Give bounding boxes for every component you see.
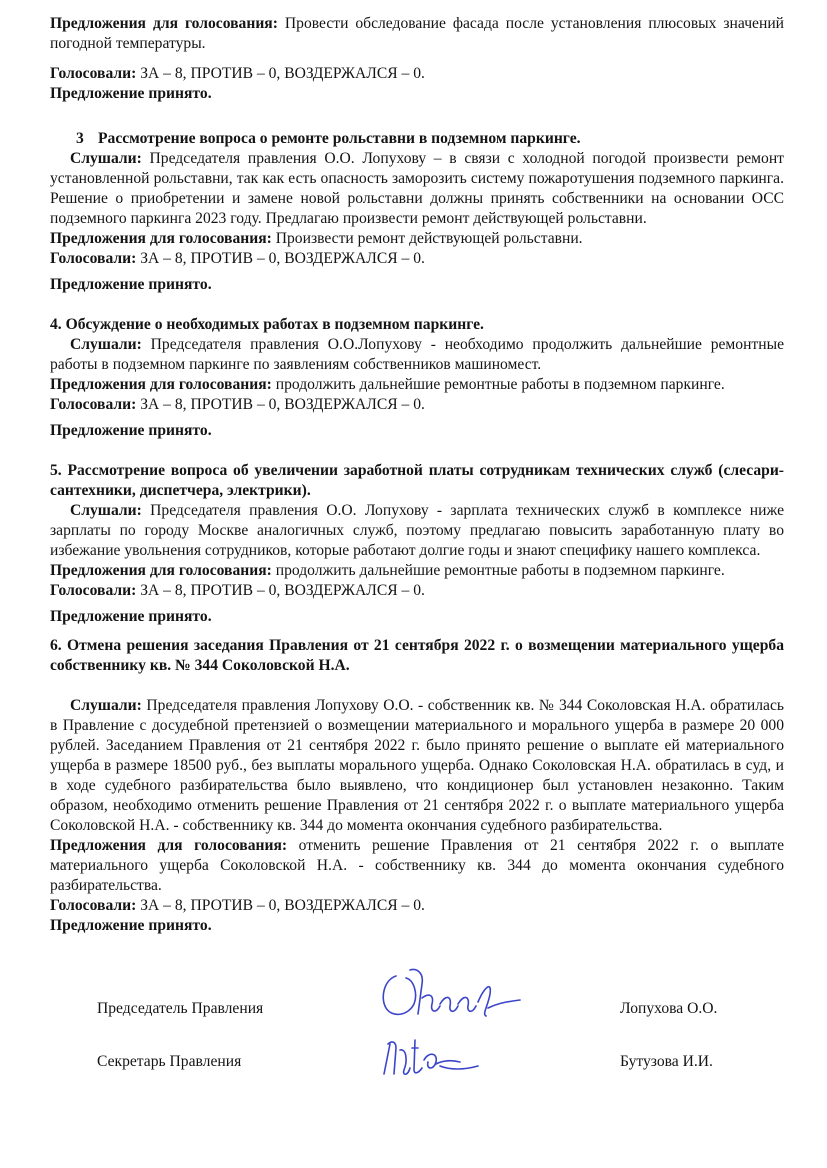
proposal-paragraph: Предложения для голосования: продолжить дальнейшие ремонтные работы в подземном паркинге. [50,376,725,393]
proposal-paragraph [50,14,784,54]
section-5-title: 5. Рассмотрение вопроса об увеличении заработной платы сотрудникам технических служб (слесари-сантехники, диспетчера, электрики). [50,462,784,499]
accepted-line: Предложение принято. [50,276,212,293]
proposal-label: Предложения для голосования: [50,15,278,32]
proposal-paragraph: Предложения для голосования: Произвести ремонт действующей рольставни. [50,230,583,247]
accepted-line: Предложение принято. [50,608,212,625]
section-4-title: 4. Обсуждение о необходимых работах в подземном паркинге. [50,316,484,333]
secretary-role: Секретарь Правления [97,1053,242,1070]
proposal-paragraph: Предложения для голосования: отменить решение Правления от 21 сентября 2022 г. о выплате материального ущерба Соколовской Н.А. - собственнику кв. 344 до момента окончания судебного разбирательства. [50,837,784,894]
section-3-title: 3 Рассмотрение вопроса о ремонте рольставни в подземном паркинге. [76,130,581,147]
proposal-text: Провести обследование фасада после установления плюсовых значений погодной температуры. [50,15,785,52]
accepted-line: Предложение принято. [50,85,212,102]
heard-paragraph: Слушали: Председателя правления О.О. Лопухову – в связи с холодной погодой произвести ремонт установленной рольставни, так как есть опасность заморозить систему пожаротушения подземного паркинга. Решение о приобретении и замене новой рольставни должны принять собственники на основании ОСС подземного паркинга 2023 году. Предлагаю произвести ремонт действующей рольставни. [50,150,784,227]
section-number: 3 [76,130,84,147]
votes-line [50,64,784,84]
heard-paragraph: Слушали: Председателя правления О.О.Лопухову - необходимо продолжить дальнейшие ремонтные работы в подземном паркинге по заявлениям собственников машиномест. [50,336,784,373]
section-6-title: 6. Отмена решения заседания Правления от 21 сентября 2022 г. о возмещении материального ущерба собственнику кв. № 344 Соколовской Н.А. [50,637,784,674]
heard-paragraph: Слушали: Председателя правления Лопухову О.О. - собственник кв. № 344 Соколовская Н.А. обратилась в Правление с досудебной претензией о возмещении материального и морального ущерба в размере 20 000 рублей. Заседанием Правления от 21 сентября 2022 г. было принято решение о выплате ей материального ущерба в размере 18500 руб., без выплаты морального ущерба. Однако Соколовская Н.А. обратилась в суд, и в ходе судебного разбирательства было выявлено, что кондиционер был установлен незаконно. Таким образом, необходимо отменить решение Правления от 21 сентября 2022 г. о выплате материального ущерба Соколовской Н.А. - собственнику кв. 344 до момента окончания судебного разбирательства. [50,697,784,834]
heard-label: Слушали: [70,150,142,167]
accepted-line: Предложение принято. [50,422,212,439]
votes-line: Голосовали: ЗА – 8, ПРОТИВ – 0, ВОЗДЕРЖАЛСЯ – 0. [50,250,425,267]
votes-line: Голосовали: ЗА – 8, ПРОТИВ – 0, ВОЗДЕРЖАЛСЯ – 0. [50,897,425,914]
chairman-role: Председатель Правления [97,1000,264,1017]
votes-line: Голосовали: ЗА – 8, ПРОТИВ – 0, ВОЗДЕРЖАЛСЯ – 0. [50,582,425,599]
secretary-signature [378,1030,508,1082]
proposal-paragraph: Предложения для голосования: продолжить дальнейшие ремонтные работы в подземном паркинге. [50,562,725,579]
chairman-name: Лопухова О.О. [620,1000,718,1017]
secretary-name: Бутузова И.И. [620,1053,713,1070]
chairman-signature [374,958,534,1028]
heard-paragraph: Слушали: Председателя правления О.О. Лопухову - зарплата технических служб в комплексе ниже зарплаты по городу Москве аналогичных служб, поэтому предлагаю повысить заработанную плату во избежание увольнения сотрудников, которые работают долгие годы и знают специфику нашего комплекса. [50,502,784,559]
votes-text: ЗА – 8, ПРОТИВ – 0, ВОЗДЕРЖАЛСЯ – 0. [136,65,425,82]
accepted-line: Предложение принято. [50,917,212,934]
votes-line: Голосовали: ЗА – 8, ПРОТИВ – 0, ВОЗДЕРЖАЛСЯ – 0. [50,396,425,413]
document-page [50,14,784,936]
votes-label: Голосовали: [50,65,137,82]
